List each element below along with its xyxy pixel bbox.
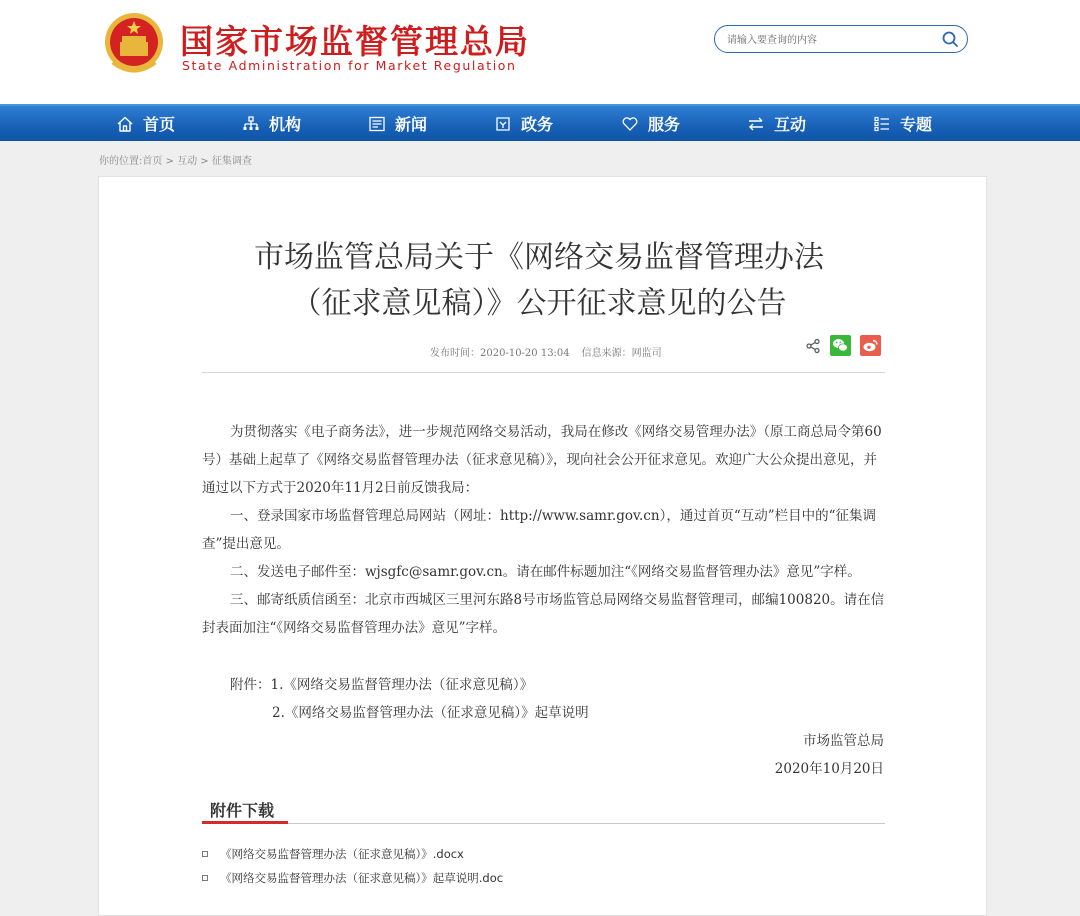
attachment-line-2: 2.《网络交易监督管理办法（征求意见稿）》起草说明: [272, 705, 589, 721]
download-file-name: 《网络交易监督管理办法（征求意见稿）》.docx: [220, 847, 464, 861]
breadcrumb-prefix: 你的位置:: [99, 156, 143, 167]
method-paragraph-email: 二、发送电子邮件至：wjsgfc@samr.gov.cn。请在邮件标题加注“《网络交易监督管理办法》意见”字样。: [230, 564, 861, 580]
weibo-glyph-icon: [860, 335, 881, 356]
topics-icon: [873, 115, 891, 133]
article-title-line2: （征求意见稿）》公开征求意见的公告: [291, 286, 787, 321]
download-file-link[interactable]: [202, 844, 464, 864]
site-header: [0, 0, 1080, 104]
method-paragraph-mail: 三、邮寄纸质信函至：北京市西城区三里河东路8号市场监管总局网络交易监督管理司，邮编100820。请在信封表面加注“《网络交易监督管理办法》意见”字样。: [202, 592, 885, 636]
search-icon[interactable]: [941, 30, 959, 48]
nav-item-home[interactable]: [116, 106, 175, 141]
share-icon[interactable]: [805, 338, 821, 354]
signature-org: 市场监管总局: [803, 733, 884, 749]
article-title-line1: 市场监管总局关于《网络交易监督管理办法: [254, 240, 824, 275]
bullet-icon: [202, 875, 208, 881]
national-emblem-logo[interactable]: [103, 12, 165, 76]
org-chart-icon: [242, 115, 260, 133]
nav-item-institutions[interactable]: [242, 106, 301, 141]
breadcrumb-survey-link[interactable]: 征集调查: [211, 156, 252, 167]
intro-paragraph: 为贯彻落实《电子商务法》，进一步规范网络交易活动，我局在修改《网络交易管理办法》（原工商总局令第60号）基础上起草了《网络交易监督管理办法（征求意见稿）》，现向社会公开征求意见。欢迎广大公众提出意见，并通过以下方式于2020年11月2日前反馈我局：: [202, 424, 882, 496]
nav-label: 互动: [774, 115, 807, 134]
meta-divider: [202, 372, 885, 373]
signature-date: 2020年10月20日: [774, 761, 884, 777]
article-card: [98, 176, 987, 916]
downloads-heading: 附件下载: [210, 801, 275, 820]
nav-item-government-affairs[interactable]: [494, 106, 553, 141]
heart-icon: [621, 115, 639, 133]
government-icon: [494, 115, 512, 133]
nav-item-interaction[interactable]: [747, 106, 806, 141]
home-icon: [116, 115, 134, 133]
nav-label: 机构: [269, 115, 302, 134]
search-input[interactable]: [725, 30, 939, 50]
download-file-link[interactable]: [202, 868, 503, 888]
article-meta: [430, 344, 662, 359]
exchange-icon: [747, 115, 765, 133]
bullet-icon: [202, 851, 208, 857]
article-title: [209, 235, 869, 327]
nav-label: 首页: [143, 115, 176, 134]
wechat-share-icon[interactable]: [830, 335, 851, 356]
breadcrumb-home-link[interactable]: 首页: [142, 156, 163, 167]
breadcrumb-separator: >: [162, 156, 178, 167]
wechat-glyph-icon: [830, 335, 851, 356]
nav-label: 服务: [648, 115, 681, 134]
nav-label: 新闻: [395, 115, 428, 134]
nav-item-services[interactable]: [621, 106, 680, 141]
nav-label: 政务: [521, 115, 554, 134]
main-nav: [0, 104, 1080, 141]
news-icon: [368, 115, 386, 133]
info-source: 信息来源：网监司: [581, 348, 662, 359]
weibo-share-icon[interactable]: [860, 335, 881, 356]
downloads-divider: [288, 823, 885, 824]
nav-item-topics[interactable]: [873, 106, 932, 141]
download-file-name: 《网络交易监督管理办法（征求意见稿）》起草说明.doc: [220, 871, 504, 885]
publish-time: 发布时间：2020-10-20 13:04: [430, 348, 570, 359]
attachment-line-1: 附件：1.《网络交易监督管理办法（征求意见稿）》: [230, 677, 534, 693]
breadcrumb: [99, 152, 252, 167]
method-paragraph-website: 一、登录国家市场监督管理总局网站（网址：http://www.samr.gov.cn），通过首页“互动”栏目中的“征集调查”提出意见。: [202, 508, 877, 552]
search-box: [714, 25, 968, 53]
downloads-heading-accent: [202, 821, 288, 824]
nav-label: 专题: [900, 115, 933, 134]
site-subtitle: State Administration for Market Regulation: [182, 58, 517, 73]
nav-item-news[interactable]: [368, 106, 427, 141]
breadcrumb-interaction-link[interactable]: 互动: [177, 156, 198, 167]
site-title[interactable]: 国家市场监督管理总局: [180, 22, 530, 61]
breadcrumb-separator: >: [197, 156, 212, 167]
